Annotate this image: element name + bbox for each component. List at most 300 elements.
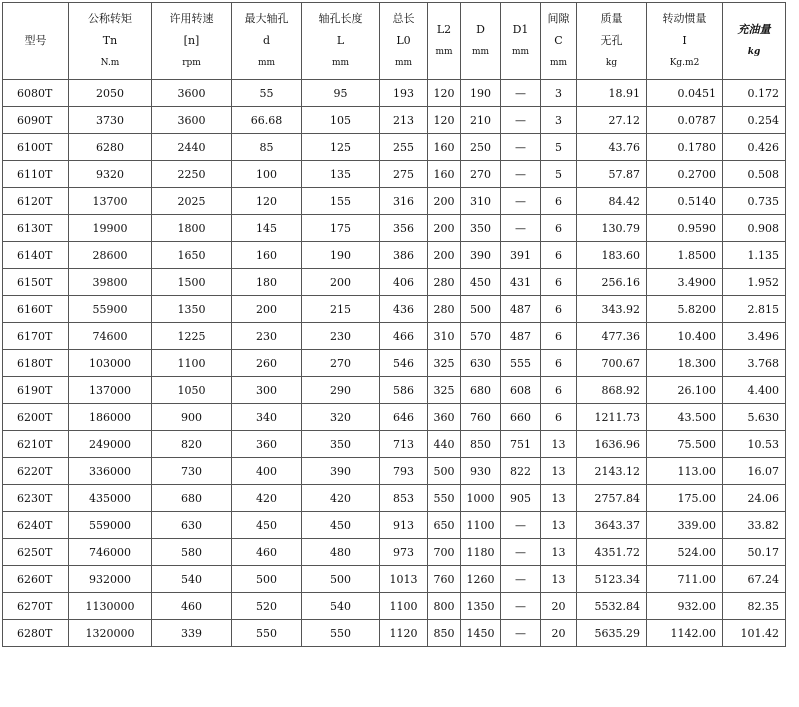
cell-model: 6190T xyxy=(3,377,69,404)
cell-diameter-d: 390 xyxy=(461,242,501,269)
cell-diameter-d1: — xyxy=(501,188,541,215)
cell-oil-fill: 3.496 xyxy=(723,323,786,350)
cell-bore-length: 105 xyxy=(302,107,380,134)
cell-max-bore: 230 xyxy=(232,323,302,350)
cell-moment-of-inertia: 75.500 xyxy=(647,431,723,458)
cell-rated-torque: 74600 xyxy=(69,323,152,350)
cell-oil-fill: 2.815 xyxy=(723,296,786,323)
cell-rated-torque: 55900 xyxy=(69,296,152,323)
table-row xyxy=(3,512,786,539)
cell-max-bore: 460 xyxy=(232,539,302,566)
cell-moment-of-inertia: 175.00 xyxy=(647,485,723,512)
cell-model: 6220T xyxy=(3,458,69,485)
cell-gap-c: 13 xyxy=(541,566,577,593)
cell-moment-of-inertia: 0.2700 xyxy=(647,161,723,188)
cell-diameter-d1: — xyxy=(501,107,541,134)
header-bore-length-line-2: L xyxy=(336,34,345,47)
header-diameter-d1 xyxy=(501,3,541,80)
header-max-bore-line-2: d xyxy=(262,34,271,47)
cell-mass: 84.42 xyxy=(577,188,647,215)
header-rated-torque-line-1: 公称转矩 xyxy=(88,12,132,25)
cell-rated-torque: 559000 xyxy=(69,512,152,539)
cell-rated-torque: 39800 xyxy=(69,269,152,296)
cell-mass: 5532.84 xyxy=(577,593,647,620)
cell-length-l2: 800 xyxy=(428,593,461,620)
cell-model: 6210T xyxy=(3,431,69,458)
cell-rated-torque: 19900 xyxy=(69,215,152,242)
cell-bore-length: 420 xyxy=(302,485,380,512)
header-length-l2-line-2: L2 xyxy=(436,23,452,36)
cell-gap-c: 6 xyxy=(541,242,577,269)
cell-length-l2: 650 xyxy=(428,512,461,539)
cell-max-bore: 520 xyxy=(232,593,302,620)
cell-length-l2: 280 xyxy=(428,269,461,296)
header-total-length-l0 xyxy=(380,3,428,80)
cell-gap-c: 3 xyxy=(541,107,577,134)
cell-model: 6140T xyxy=(3,242,69,269)
cell-oil-fill: 0.908 xyxy=(723,215,786,242)
cell-oil-fill: 0.735 xyxy=(723,188,786,215)
cell-max-bore: 360 xyxy=(232,431,302,458)
cell-diameter-d: 760 xyxy=(461,404,501,431)
cell-moment-of-inertia: 18.300 xyxy=(647,350,723,377)
cell-rated-torque: 28600 xyxy=(69,242,152,269)
cell-mass: 343.92 xyxy=(577,296,647,323)
table-row xyxy=(3,431,786,458)
table-row xyxy=(3,107,786,134)
header-allowed-speed-line-2: [n] xyxy=(183,34,200,47)
cell-length-l2: 550 xyxy=(428,485,461,512)
cell-max-bore: 400 xyxy=(232,458,302,485)
header-mass-line-2: 无孔 xyxy=(600,34,623,47)
header-diameter-d1-line-2: D1 xyxy=(512,23,529,36)
header-allowed-speed xyxy=(152,3,232,80)
cell-bore-length: 215 xyxy=(302,296,380,323)
cell-max-bore: 55 xyxy=(232,80,302,107)
cell-gap-c: 13 xyxy=(541,512,577,539)
cell-allowed-speed: 1800 xyxy=(152,215,232,242)
cell-model: 6200T xyxy=(3,404,69,431)
cell-allowed-speed: 1225 xyxy=(152,323,232,350)
cell-mass: 2143.12 xyxy=(577,458,647,485)
cell-gap-c: 3 xyxy=(541,80,577,107)
cell-diameter-d1: 905 xyxy=(501,485,541,512)
cell-length-l2: 325 xyxy=(428,350,461,377)
cell-model: 6270T xyxy=(3,593,69,620)
cell-rated-torque: 1130000 xyxy=(69,593,152,620)
table-row xyxy=(3,404,786,431)
cell-model: 6260T xyxy=(3,566,69,593)
cell-total-length-l0: 406 xyxy=(380,269,428,296)
cell-total-length-l0: 255 xyxy=(380,134,428,161)
cell-length-l2: 160 xyxy=(428,134,461,161)
cell-bore-length: 190 xyxy=(302,242,380,269)
header-length-l2 xyxy=(428,3,461,80)
cell-mass: 183.60 xyxy=(577,242,647,269)
cell-max-bore: 450 xyxy=(232,512,302,539)
cell-total-length-l0: 546 xyxy=(380,350,428,377)
cell-allowed-speed: 1650 xyxy=(152,242,232,269)
cell-diameter-d1: — xyxy=(501,566,541,593)
cell-allowed-speed: 3600 xyxy=(152,107,232,134)
header-max-bore xyxy=(232,3,302,80)
cell-oil-fill: 0.426 xyxy=(723,134,786,161)
cell-mass: 477.36 xyxy=(577,323,647,350)
cell-gap-c: 6 xyxy=(541,350,577,377)
cell-moment-of-inertia: 113.00 xyxy=(647,458,723,485)
header-bore-length-line-3: mm xyxy=(331,58,350,68)
cell-bore-length: 540 xyxy=(302,593,380,620)
cell-total-length-l0: 436 xyxy=(380,296,428,323)
cell-diameter-d: 1100 xyxy=(461,512,501,539)
cell-allowed-speed: 540 xyxy=(152,566,232,593)
header-gap-c-line-2: C xyxy=(554,34,563,47)
cell-oil-fill: 67.24 xyxy=(723,566,786,593)
cell-diameter-d1: — xyxy=(501,134,541,161)
coupling-spec-table xyxy=(2,2,786,647)
cell-bore-length: 320 xyxy=(302,404,380,431)
table-header xyxy=(3,3,786,80)
header-allowed-speed-line-3: rpm xyxy=(182,58,201,68)
cell-gap-c: 20 xyxy=(541,593,577,620)
cell-bore-length: 550 xyxy=(302,620,380,647)
header-row xyxy=(3,3,786,80)
header-mass-line-3: kg xyxy=(605,58,618,68)
cell-mass: 5123.34 xyxy=(577,566,647,593)
header-diameter-d-line-3: mm xyxy=(471,47,490,57)
header-moment-of-inertia-line-3: Kg.m2 xyxy=(669,58,700,68)
cell-rated-torque: 186000 xyxy=(69,404,152,431)
cell-gap-c: 6 xyxy=(541,269,577,296)
cell-total-length-l0: 646 xyxy=(380,404,428,431)
cell-model: 6130T xyxy=(3,215,69,242)
cell-mass: 5635.29 xyxy=(577,620,647,647)
cell-total-length-l0: 356 xyxy=(380,215,428,242)
header-rated-torque-line-3: N.m xyxy=(100,58,120,68)
cell-diameter-d1: 660 xyxy=(501,404,541,431)
cell-diameter-d: 270 xyxy=(461,161,501,188)
cell-oil-fill: 1.135 xyxy=(723,242,786,269)
cell-bore-length: 390 xyxy=(302,458,380,485)
table-row xyxy=(3,350,786,377)
cell-oil-fill: 16.07 xyxy=(723,458,786,485)
header-oil-fill xyxy=(723,3,786,80)
cell-diameter-d: 350 xyxy=(461,215,501,242)
cell-oil-fill: 1.952 xyxy=(723,269,786,296)
cell-model: 6170T xyxy=(3,323,69,350)
cell-diameter-d: 570 xyxy=(461,323,501,350)
cell-bore-length: 175 xyxy=(302,215,380,242)
cell-moment-of-inertia: 3.4900 xyxy=(647,269,723,296)
cell-total-length-l0: 713 xyxy=(380,431,428,458)
cell-total-length-l0: 466 xyxy=(380,323,428,350)
cell-allowed-speed: 460 xyxy=(152,593,232,620)
table-row xyxy=(3,134,786,161)
cell-total-length-l0: 213 xyxy=(380,107,428,134)
cell-bore-length: 125 xyxy=(302,134,380,161)
cell-moment-of-inertia: 43.500 xyxy=(647,404,723,431)
cell-rated-torque: 2050 xyxy=(69,80,152,107)
cell-allowed-speed: 3600 xyxy=(152,80,232,107)
table-row xyxy=(3,458,786,485)
cell-allowed-speed: 900 xyxy=(152,404,232,431)
cell-gap-c: 13 xyxy=(541,458,577,485)
table-row xyxy=(3,161,786,188)
header-diameter-d-line-2: D xyxy=(476,23,485,36)
cell-moment-of-inertia: 1.8500 xyxy=(647,242,723,269)
cell-bore-length: 290 xyxy=(302,377,380,404)
cell-rated-torque: 932000 xyxy=(69,566,152,593)
cell-length-l2: 200 xyxy=(428,188,461,215)
header-oil-fill-line-1: 充油量 xyxy=(737,23,771,36)
cell-mass: 18.91 xyxy=(577,80,647,107)
cell-allowed-speed: 580 xyxy=(152,539,232,566)
cell-oil-fill: 3.768 xyxy=(723,350,786,377)
table-row xyxy=(3,593,786,620)
cell-diameter-d: 1450 xyxy=(461,620,501,647)
cell-total-length-l0: 853 xyxy=(380,485,428,512)
cell-diameter-d: 1000 xyxy=(461,485,501,512)
table-row xyxy=(3,269,786,296)
cell-model: 6150T xyxy=(3,269,69,296)
cell-gap-c: 6 xyxy=(541,323,577,350)
cell-diameter-d: 450 xyxy=(461,269,501,296)
cell-oil-fill: 50.17 xyxy=(723,539,786,566)
cell-rated-torque: 3730 xyxy=(69,107,152,134)
cell-diameter-d: 680 xyxy=(461,377,501,404)
cell-gap-c: 13 xyxy=(541,485,577,512)
cell-total-length-l0: 275 xyxy=(380,161,428,188)
cell-model: 6110T xyxy=(3,161,69,188)
header-diameter-d xyxy=(461,3,501,80)
header-bore-length-line-1: 轴孔长度 xyxy=(318,12,363,25)
cell-model: 6280T xyxy=(3,620,69,647)
cell-bore-length: 155 xyxy=(302,188,380,215)
table-row xyxy=(3,485,786,512)
header-max-bore-line-1: 最大轴孔 xyxy=(244,12,289,25)
cell-moment-of-inertia: 0.0787 xyxy=(647,107,723,134)
cell-rated-torque: 746000 xyxy=(69,539,152,566)
header-gap-c-line-3: mm xyxy=(549,58,568,68)
cell-max-bore: 420 xyxy=(232,485,302,512)
cell-moment-of-inertia: 0.9590 xyxy=(647,215,723,242)
table-body xyxy=(3,80,786,647)
cell-length-l2: 500 xyxy=(428,458,461,485)
header-rated-torque-line-2: Tn xyxy=(102,34,118,47)
cell-bore-length: 230 xyxy=(302,323,380,350)
cell-oil-fill: 24.06 xyxy=(723,485,786,512)
cell-length-l2: 440 xyxy=(428,431,461,458)
cell-gap-c: 13 xyxy=(541,431,577,458)
cell-max-bore: 550 xyxy=(232,620,302,647)
cell-bore-length: 95 xyxy=(302,80,380,107)
cell-max-bore: 120 xyxy=(232,188,302,215)
cell-length-l2: 280 xyxy=(428,296,461,323)
cell-length-l2: 850 xyxy=(428,620,461,647)
cell-diameter-d1: 487 xyxy=(501,296,541,323)
cell-max-bore: 85 xyxy=(232,134,302,161)
cell-moment-of-inertia: 524.00 xyxy=(647,539,723,566)
cell-length-l2: 160 xyxy=(428,161,461,188)
table-row xyxy=(3,188,786,215)
cell-gap-c: 5 xyxy=(541,161,577,188)
cell-total-length-l0: 193 xyxy=(380,80,428,107)
cell-mass: 868.92 xyxy=(577,377,647,404)
header-total-length-l0-line-3: mm xyxy=(394,58,413,68)
cell-oil-fill: 0.508 xyxy=(723,161,786,188)
cell-mass: 27.12 xyxy=(577,107,647,134)
cell-rated-torque: 1320000 xyxy=(69,620,152,647)
header-gap-c xyxy=(541,3,577,80)
cell-bore-length: 270 xyxy=(302,350,380,377)
cell-diameter-d1: 555 xyxy=(501,350,541,377)
cell-mass: 2757.84 xyxy=(577,485,647,512)
cell-max-bore: 500 xyxy=(232,566,302,593)
cell-diameter-d: 250 xyxy=(461,134,501,161)
cell-oil-fill: 101.42 xyxy=(723,620,786,647)
header-moment-of-inertia-line-1: 转动惯量 xyxy=(662,12,707,25)
cell-diameter-d1: 487 xyxy=(501,323,541,350)
cell-model: 6160T xyxy=(3,296,69,323)
header-diameter-d1-line-3: mm xyxy=(511,47,530,57)
cell-mass: 1211.73 xyxy=(577,404,647,431)
cell-diameter-d1: 822 xyxy=(501,458,541,485)
header-allowed-speed-line-1: 许用转速 xyxy=(169,12,214,25)
cell-moment-of-inertia: 5.8200 xyxy=(647,296,723,323)
cell-diameter-d1: — xyxy=(501,620,541,647)
cell-moment-of-inertia: 0.1780 xyxy=(647,134,723,161)
cell-oil-fill: 10.53 xyxy=(723,431,786,458)
cell-length-l2: 120 xyxy=(428,107,461,134)
cell-max-bore: 145 xyxy=(232,215,302,242)
cell-moment-of-inertia: 10.400 xyxy=(647,323,723,350)
cell-allowed-speed: 680 xyxy=(152,485,232,512)
cell-total-length-l0: 793 xyxy=(380,458,428,485)
cell-max-bore: 340 xyxy=(232,404,302,431)
header-model xyxy=(3,3,69,80)
cell-diameter-d1: 608 xyxy=(501,377,541,404)
cell-length-l2: 325 xyxy=(428,377,461,404)
cell-rated-torque: 6280 xyxy=(69,134,152,161)
cell-model: 6180T xyxy=(3,350,69,377)
cell-rated-torque: 249000 xyxy=(69,431,152,458)
cell-mass: 57.87 xyxy=(577,161,647,188)
header-max-bore-line-3: mm xyxy=(257,58,276,68)
cell-gap-c: 6 xyxy=(541,404,577,431)
cell-moment-of-inertia: 932.00 xyxy=(647,593,723,620)
cell-total-length-l0: 1120 xyxy=(380,620,428,647)
cell-bore-length: 350 xyxy=(302,431,380,458)
cell-length-l2: 310 xyxy=(428,323,461,350)
cell-allowed-speed: 1050 xyxy=(152,377,232,404)
header-rated-torque xyxy=(69,3,152,80)
cell-total-length-l0: 1100 xyxy=(380,593,428,620)
cell-diameter-d1: 391 xyxy=(501,242,541,269)
cell-rated-torque: 137000 xyxy=(69,377,152,404)
header-oil-fill-line-3: kg xyxy=(747,47,761,57)
cell-diameter-d: 1180 xyxy=(461,539,501,566)
cell-oil-fill: 5.630 xyxy=(723,404,786,431)
cell-gap-c: 13 xyxy=(541,539,577,566)
table-row xyxy=(3,80,786,107)
cell-mass: 256.16 xyxy=(577,269,647,296)
cell-gap-c: 6 xyxy=(541,296,577,323)
cell-diameter-d1: — xyxy=(501,593,541,620)
cell-moment-of-inertia: 26.100 xyxy=(647,377,723,404)
table-row xyxy=(3,215,786,242)
cell-model: 6080T xyxy=(3,80,69,107)
cell-length-l2: 200 xyxy=(428,215,461,242)
cell-max-bore: 66.68 xyxy=(232,107,302,134)
cell-diameter-d1: 751 xyxy=(501,431,541,458)
cell-max-bore: 200 xyxy=(232,296,302,323)
cell-model: 6250T xyxy=(3,539,69,566)
cell-total-length-l0: 316 xyxy=(380,188,428,215)
cell-diameter-d: 930 xyxy=(461,458,501,485)
cell-total-length-l0: 386 xyxy=(380,242,428,269)
cell-rated-torque: 435000 xyxy=(69,485,152,512)
header-gap-c-line-1: 间隙 xyxy=(547,12,570,25)
cell-allowed-speed: 730 xyxy=(152,458,232,485)
cell-length-l2: 760 xyxy=(428,566,461,593)
table-row xyxy=(3,296,786,323)
cell-diameter-d: 630 xyxy=(461,350,501,377)
cell-bore-length: 450 xyxy=(302,512,380,539)
cell-bore-length: 135 xyxy=(302,161,380,188)
coupling-spec-table-wrapper xyxy=(2,2,786,647)
cell-model: 6230T xyxy=(3,485,69,512)
cell-moment-of-inertia: 339.00 xyxy=(647,512,723,539)
cell-diameter-d1: — xyxy=(501,80,541,107)
cell-oil-fill: 33.82 xyxy=(723,512,786,539)
cell-allowed-speed: 630 xyxy=(152,512,232,539)
cell-allowed-speed: 1100 xyxy=(152,350,232,377)
cell-gap-c: 5 xyxy=(541,134,577,161)
cell-rated-torque: 13700 xyxy=(69,188,152,215)
table-row xyxy=(3,539,786,566)
cell-oil-fill: 82.35 xyxy=(723,593,786,620)
cell-max-bore: 160 xyxy=(232,242,302,269)
cell-max-bore: 180 xyxy=(232,269,302,296)
cell-total-length-l0: 913 xyxy=(380,512,428,539)
cell-diameter-d1: — xyxy=(501,215,541,242)
header-length-l2-line-3: mm xyxy=(435,47,453,57)
cell-allowed-speed: 339 xyxy=(152,620,232,647)
cell-diameter-d1: 431 xyxy=(501,269,541,296)
cell-moment-of-inertia: 0.5140 xyxy=(647,188,723,215)
cell-diameter-d: 1260 xyxy=(461,566,501,593)
cell-mass: 3643.37 xyxy=(577,512,647,539)
cell-oil-fill: 4.400 xyxy=(723,377,786,404)
cell-max-bore: 300 xyxy=(232,377,302,404)
cell-length-l2: 700 xyxy=(428,539,461,566)
cell-allowed-speed: 820 xyxy=(152,431,232,458)
cell-diameter-d: 500 xyxy=(461,296,501,323)
cell-total-length-l0: 973 xyxy=(380,539,428,566)
cell-gap-c: 6 xyxy=(541,188,577,215)
cell-moment-of-inertia: 0.0451 xyxy=(647,80,723,107)
cell-bore-length: 500 xyxy=(302,566,380,593)
header-mass xyxy=(577,3,647,80)
cell-bore-length: 480 xyxy=(302,539,380,566)
cell-diameter-d: 850 xyxy=(461,431,501,458)
header-bore-length xyxy=(302,3,380,80)
table-row xyxy=(3,377,786,404)
header-moment-of-inertia-line-2: I xyxy=(682,34,687,47)
cell-moment-of-inertia: 1142.00 xyxy=(647,620,723,647)
cell-diameter-d: 1350 xyxy=(461,593,501,620)
cell-rated-torque: 103000 xyxy=(69,350,152,377)
